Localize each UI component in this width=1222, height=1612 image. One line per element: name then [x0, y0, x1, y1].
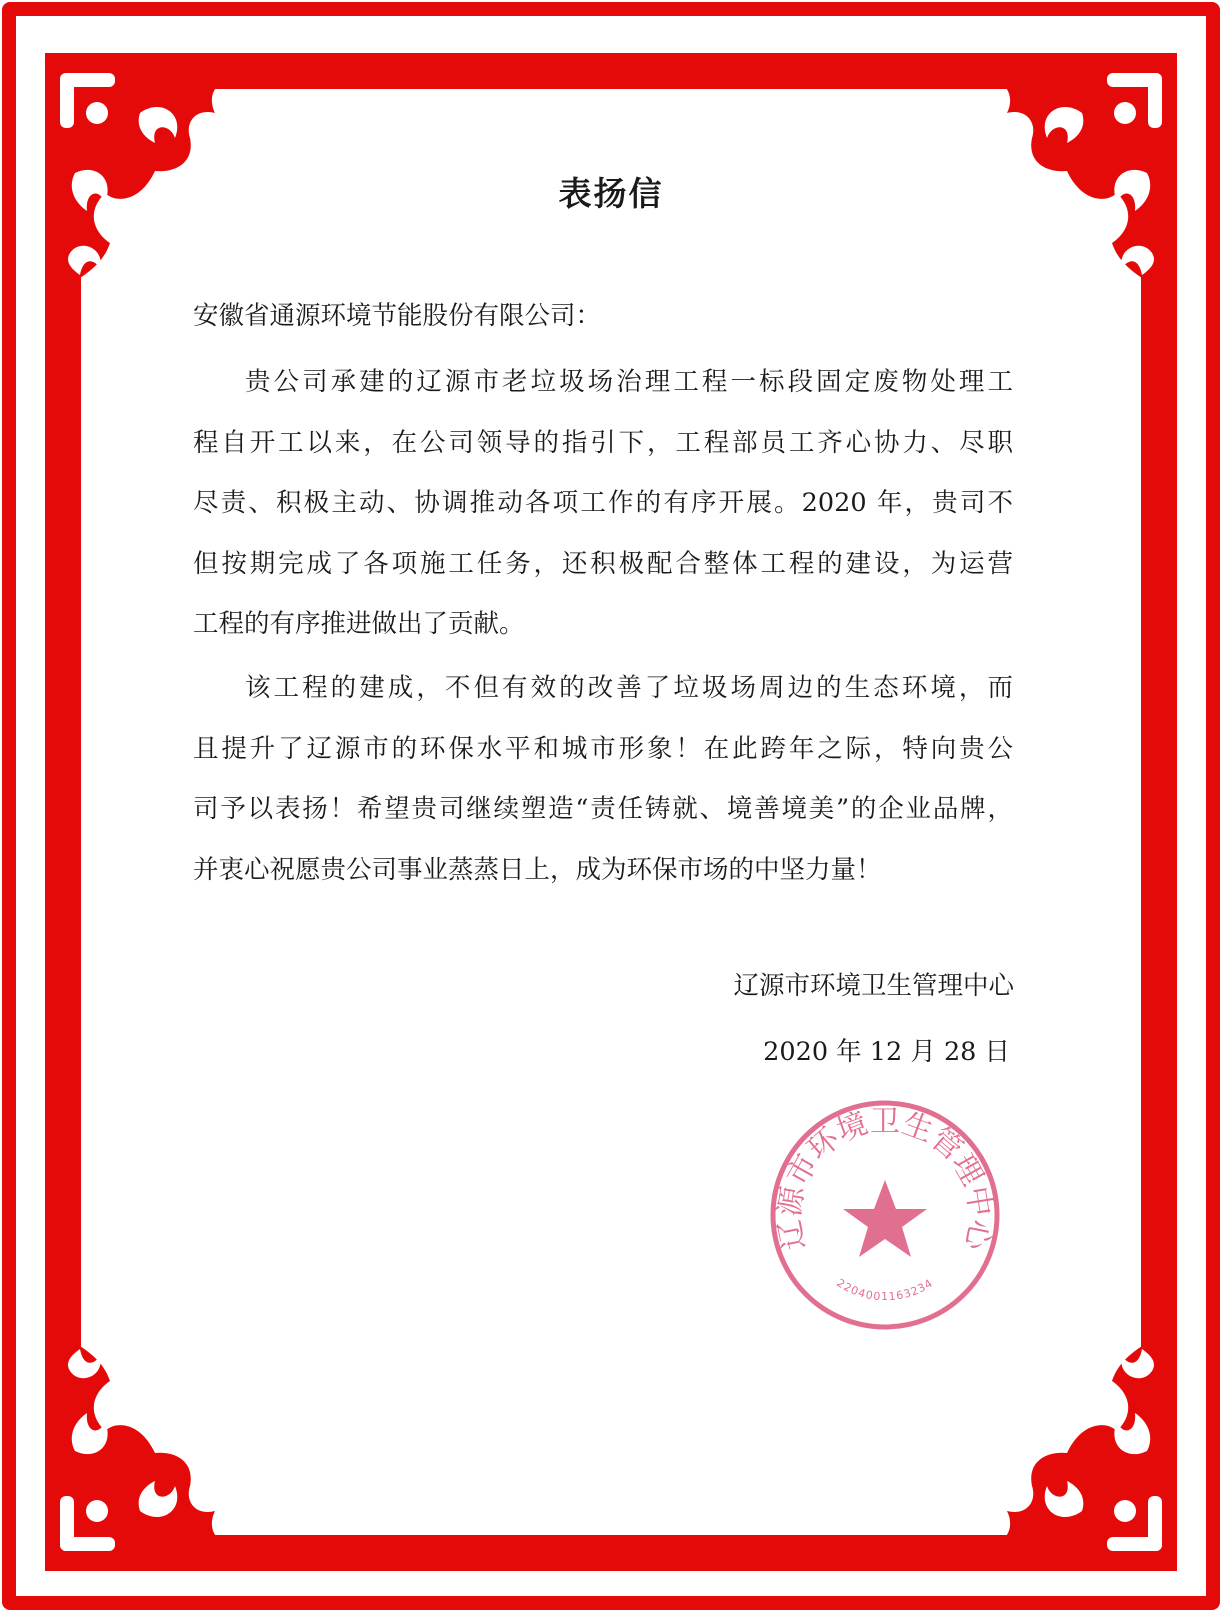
paragraph-1 [193, 352, 1013, 655]
text-line: 贵公司承建的辽源市老垃圾场治理工程一标段固定废物处理工 [245, 367, 1013, 397]
official-seal-stamp [765, 1095, 1005, 1335]
text-line: 但按期完成了各项施工任务，还积极配合整体工程的建设，为运营 [193, 548, 1013, 579]
seal-ring-text: 辽源市环境卫生管理中心 [772, 1104, 998, 1253]
signature-organization: 辽源市环境卫生管理中心 [733, 971, 1014, 1001]
corner-ornament-icon [45, 1341, 245, 1571]
text-line: 工程的有序推进做出了贡献。 [193, 609, 525, 639]
seal-number: 2204001163234 [834, 1276, 936, 1304]
text-line: 司予以表扬！希望贵司继续塑造“责任铸就、境善境美”的企业品牌， [193, 794, 1013, 824]
text-line: 程自开工以来，在公司领导的指引下，工程部员工齐心协力、尽职 [193, 427, 1013, 458]
paragraph-2 [193, 658, 1013, 900]
letter-date: 2020 年 12 月 28 日 [763, 1037, 1010, 1067]
star-icon [843, 1180, 927, 1257]
letter-title: 表扬信 [558, 174, 664, 213]
text-line: 且提升了辽源市的环保水平和城市形象！在此跨年之际，特向贵公 [193, 733, 1013, 764]
text-line: 该工程的建成，不但有效的改善了垃圾场周边的生态环境，而 [245, 673, 1013, 703]
text-line: 尽责、积极主动、协调推动各项工作的有序开展。2020 年，贵司不 [193, 488, 1013, 518]
text-line: 并衷心祝愿贵公司事业蒸蒸日上，成为环保市场的中坚力量！ [193, 854, 882, 885]
corner-ornament-icon [977, 1341, 1177, 1571]
salutation: 安徽省通源环境节能股份有限公司： [193, 301, 602, 331]
